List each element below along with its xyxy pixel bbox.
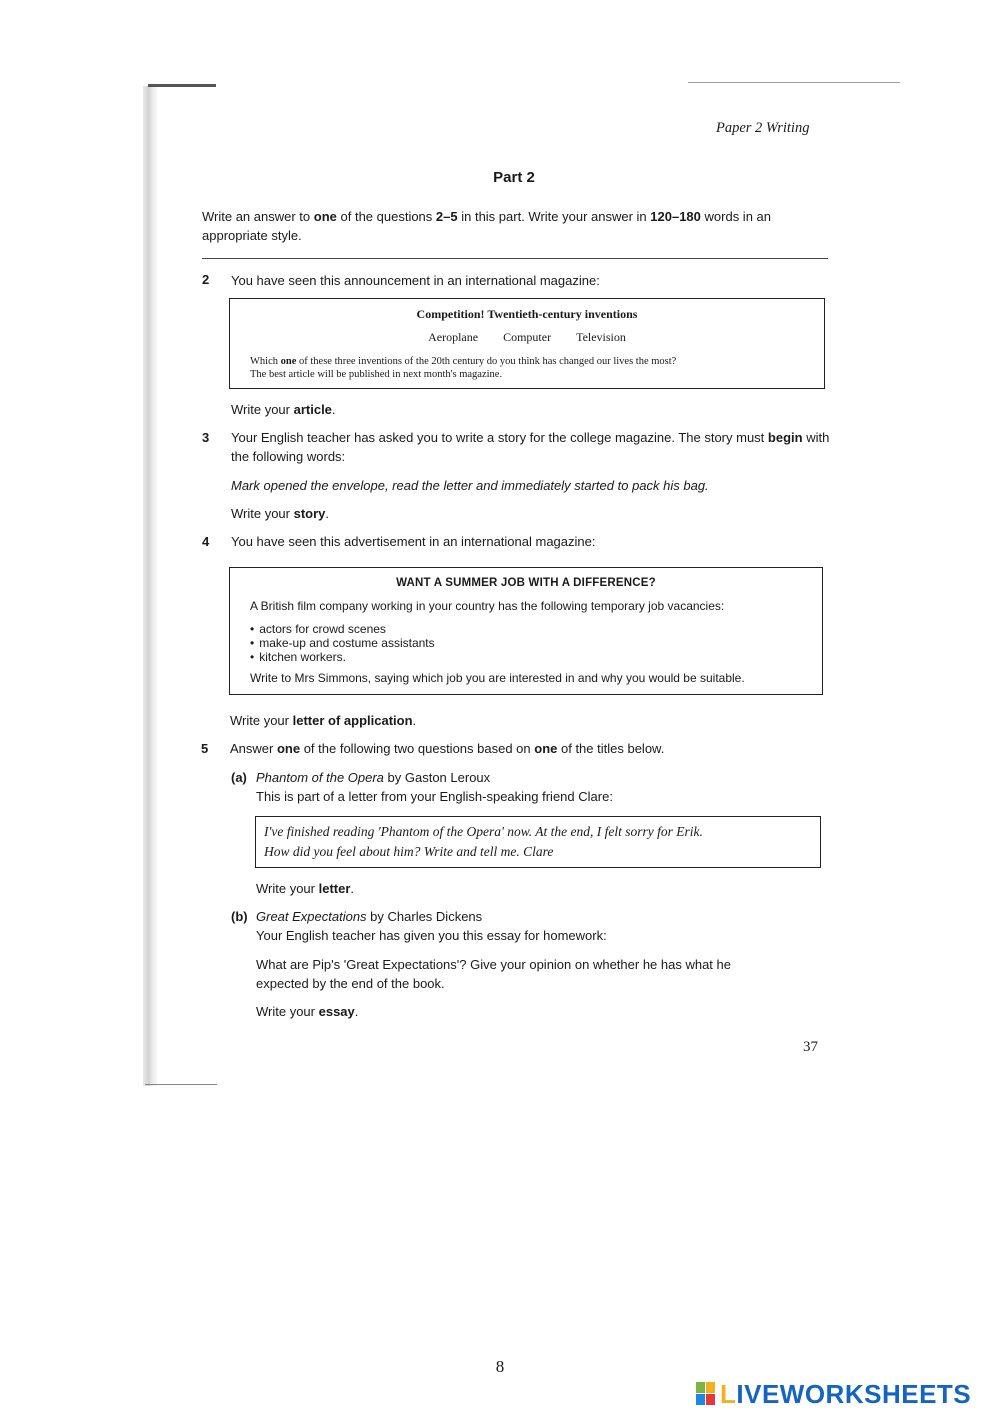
part-title: Part 2: [493, 169, 535, 186]
story-opening: Mark opened the envelope, read the letter and immediately started to pack his bag.: [231, 478, 709, 493]
option-a-label: (a): [231, 770, 247, 785]
logo-block: [696, 1382, 705, 1393]
divider: [202, 258, 828, 259]
option-a-intro: This is part of a letter from your English-speaking friend Clare:: [256, 789, 613, 804]
logo-block: [696, 1394, 705, 1405]
question-4-number: 4: [202, 534, 210, 549]
invention-options: [230, 330, 824, 345]
question-2-number: 2: [202, 272, 210, 287]
question-5-text: Answer one of the following two questions based on one of the titles below.: [230, 741, 665, 756]
bottom-rule: [145, 1084, 217, 1085]
logo-block: [706, 1382, 715, 1393]
question-2-task: Write your article.: [231, 402, 336, 417]
list-item: • kitchen workers.: [250, 650, 435, 664]
option-television: Television: [576, 330, 626, 344]
letter-extract: [255, 816, 821, 868]
option-b-title: Great Expectations by Charles Dickens: [256, 909, 483, 924]
option-a-title: Phantom of the Opera by Gaston Leroux: [256, 770, 491, 785]
announcement-body: Which one of these three inventions of the 20th century do you think has changed our lives the most? The best article will be published in next month's magazine.: [250, 356, 677, 380]
sheet-number: 8: [495, 1357, 505, 1376]
question-3-number: 3: [202, 430, 210, 445]
instructions: Write an answer to one of the questions 2–5 in this part. Write your answer in 120–180 words in an appropriate style.: [202, 209, 771, 243]
option-b-task: Write your essay.: [256, 1004, 359, 1019]
option-computer: Computer: [503, 330, 552, 344]
list-item: • actors for crowd scenes: [250, 622, 435, 636]
job-advertisement: [229, 567, 823, 695]
advertisement-body: A British film company working in your country has the following temporary job vacancies:: [250, 599, 725, 613]
letter-line-1: I've finished reading 'Phantom of the Opera' now. At the end, I felt sorry for Erik.: [264, 824, 703, 839]
liveworksheets-logo: [696, 1380, 971, 1408]
logo-block: [706, 1394, 715, 1405]
top-rule-right: [688, 82, 900, 83]
letter-line-2: How did you feel about him? Write and tell me. Clare: [264, 844, 554, 859]
list-item: • make-up and costume assistants: [250, 636, 435, 650]
question-3-text: Your English teacher has asked you to write a story for the college magazine. The story must begin with the following words:: [231, 430, 830, 464]
section-header: Paper 2 Writing: [716, 120, 810, 136]
advertisement-instruction: Write to Mrs Simmons, saying which job you are interested in and why you would be suitable.: [250, 671, 745, 685]
option-aeroplane: Aeroplane: [428, 330, 479, 344]
advertisement-title: WANT A SUMMER JOB WITH A DIFFERENCE?: [396, 577, 656, 589]
question-2-text: You have seen this announcement in an international magazine:: [231, 273, 600, 288]
vacancy-list: [250, 622, 435, 664]
logo-icon: [696, 1382, 716, 1406]
question-4-task: Write your letter of application.: [230, 713, 417, 728]
scan-binding-shadow: [143, 86, 157, 1086]
question-3-task: Write your story.: [231, 506, 330, 521]
question-5-number: 5: [201, 741, 209, 756]
question-4-text: You have seen this advertisement in an international magazine:: [231, 534, 596, 549]
option-a-task: Write your letter.: [256, 881, 355, 896]
page-number: 37: [803, 1039, 818, 1055]
logo-text: LIVEWORKSHEETS: [720, 1378, 972, 1409]
competition-announcement: [229, 298, 825, 389]
option-b-intro: Your English teacher has given you this essay for homework:: [256, 928, 607, 943]
top-rule-left: [148, 84, 216, 87]
option-b-label: (b): [231, 909, 248, 924]
essay-question: What are Pip's 'Great Expectations'? Give your opinion on whether he has what he expected by the end of the book.: [256, 957, 731, 991]
announcement-title: Competition! Twentieth-century inventions: [416, 307, 638, 321]
